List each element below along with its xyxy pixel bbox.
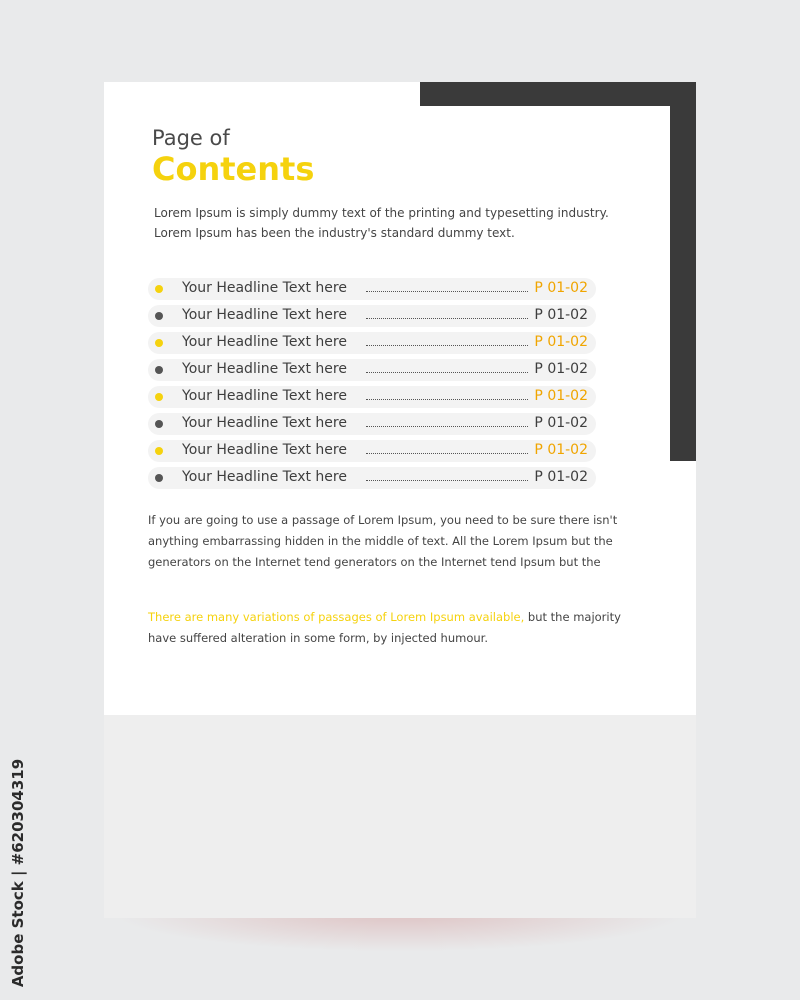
- contents-page: [104, 82, 696, 715]
- toc-page-number: P 01-02: [534, 415, 588, 431]
- toc-headline: Your Headline Text here: [182, 307, 347, 323]
- bullet-dot-icon: [155, 474, 163, 482]
- page-shadow: [110, 912, 690, 952]
- toc-page-number: P 01-02: [534, 334, 588, 350]
- toc-headline: Your Headline Text here: [182, 280, 347, 296]
- intro-text: Lorem Ipsum is simply dummy text of the printing and typesetting industry. Lorem Ipsum has been the industry's standard dummy text.: [154, 206, 609, 240]
- toc-headline: Your Headline Text here: [182, 442, 347, 458]
- dot-leader: [366, 426, 528, 427]
- toc-row[interactable]: [148, 332, 596, 354]
- document: [104, 82, 696, 918]
- title-small: Page of: [152, 126, 230, 150]
- toc-row[interactable]: [148, 386, 596, 408]
- decor-bar-top: [420, 82, 696, 106]
- toc-headline: Your Headline Text here: [182, 361, 347, 377]
- table-of-contents: [148, 278, 596, 494]
- toc-page-number: P 01-02: [534, 442, 588, 458]
- bullet-dot-icon: [155, 420, 163, 428]
- toc-row[interactable]: [148, 467, 596, 489]
- toc-page-number: P 01-02: [534, 280, 588, 296]
- toc-row[interactable]: [148, 305, 596, 327]
- dot-leader: [366, 453, 528, 454]
- stock-watermark: [6, 760, 30, 986]
- bullet-dot-icon: [155, 312, 163, 320]
- toc-row[interactable]: [148, 440, 596, 462]
- toc-page-number: P 01-02: [534, 361, 588, 377]
- toc-row[interactable]: [148, 359, 596, 381]
- watermark-text: Adobe Stock | #620304319: [9, 758, 27, 988]
- toc-headline: Your Headline Text here: [182, 388, 347, 404]
- toc-page-number: P 01-02: [534, 307, 588, 323]
- dot-leader: [366, 399, 528, 400]
- toc-row[interactable]: [148, 278, 596, 300]
- highlighted-text: There are many variations of passages of Lorem Ipsum available,: [148, 610, 525, 624]
- page-title: Contents: [152, 150, 315, 188]
- body-paragraph-2: [148, 607, 648, 649]
- body-paragraph-1: If you are going to use a passage of Lorem Ipsum, you need to be sure there isn't anything embarrassing hidden in the middle of text. All the Lorem Ipsum but the generators on the Internet tend generators on the Internet tend Ipsum but the: [148, 513, 618, 569]
- dot-leader: [366, 291, 528, 292]
- toc-row[interactable]: [148, 413, 596, 435]
- decor-bar-side: [670, 82, 696, 461]
- dot-leader: [366, 480, 528, 481]
- toc-headline: Your Headline Text here: [182, 334, 347, 350]
- paragraph-text: but the majority have suffered alteration in some form, by injected humour.: [148, 610, 621, 645]
- dot-leader: [366, 372, 528, 373]
- bullet-dot-icon: [155, 366, 163, 374]
- dot-leader: [366, 318, 528, 319]
- toc-page-number: P 01-02: [534, 469, 588, 485]
- bullet-dot-icon: [155, 447, 163, 455]
- bullet-dot-icon: [155, 339, 163, 347]
- toc-page-number: P 01-02: [534, 388, 588, 404]
- dot-leader: [366, 345, 528, 346]
- bullet-dot-icon: [155, 285, 163, 293]
- toc-headline: Your Headline Text here: [182, 415, 347, 431]
- toc-headline: Your Headline Text here: [182, 469, 347, 485]
- bullet-dot-icon: [155, 393, 163, 401]
